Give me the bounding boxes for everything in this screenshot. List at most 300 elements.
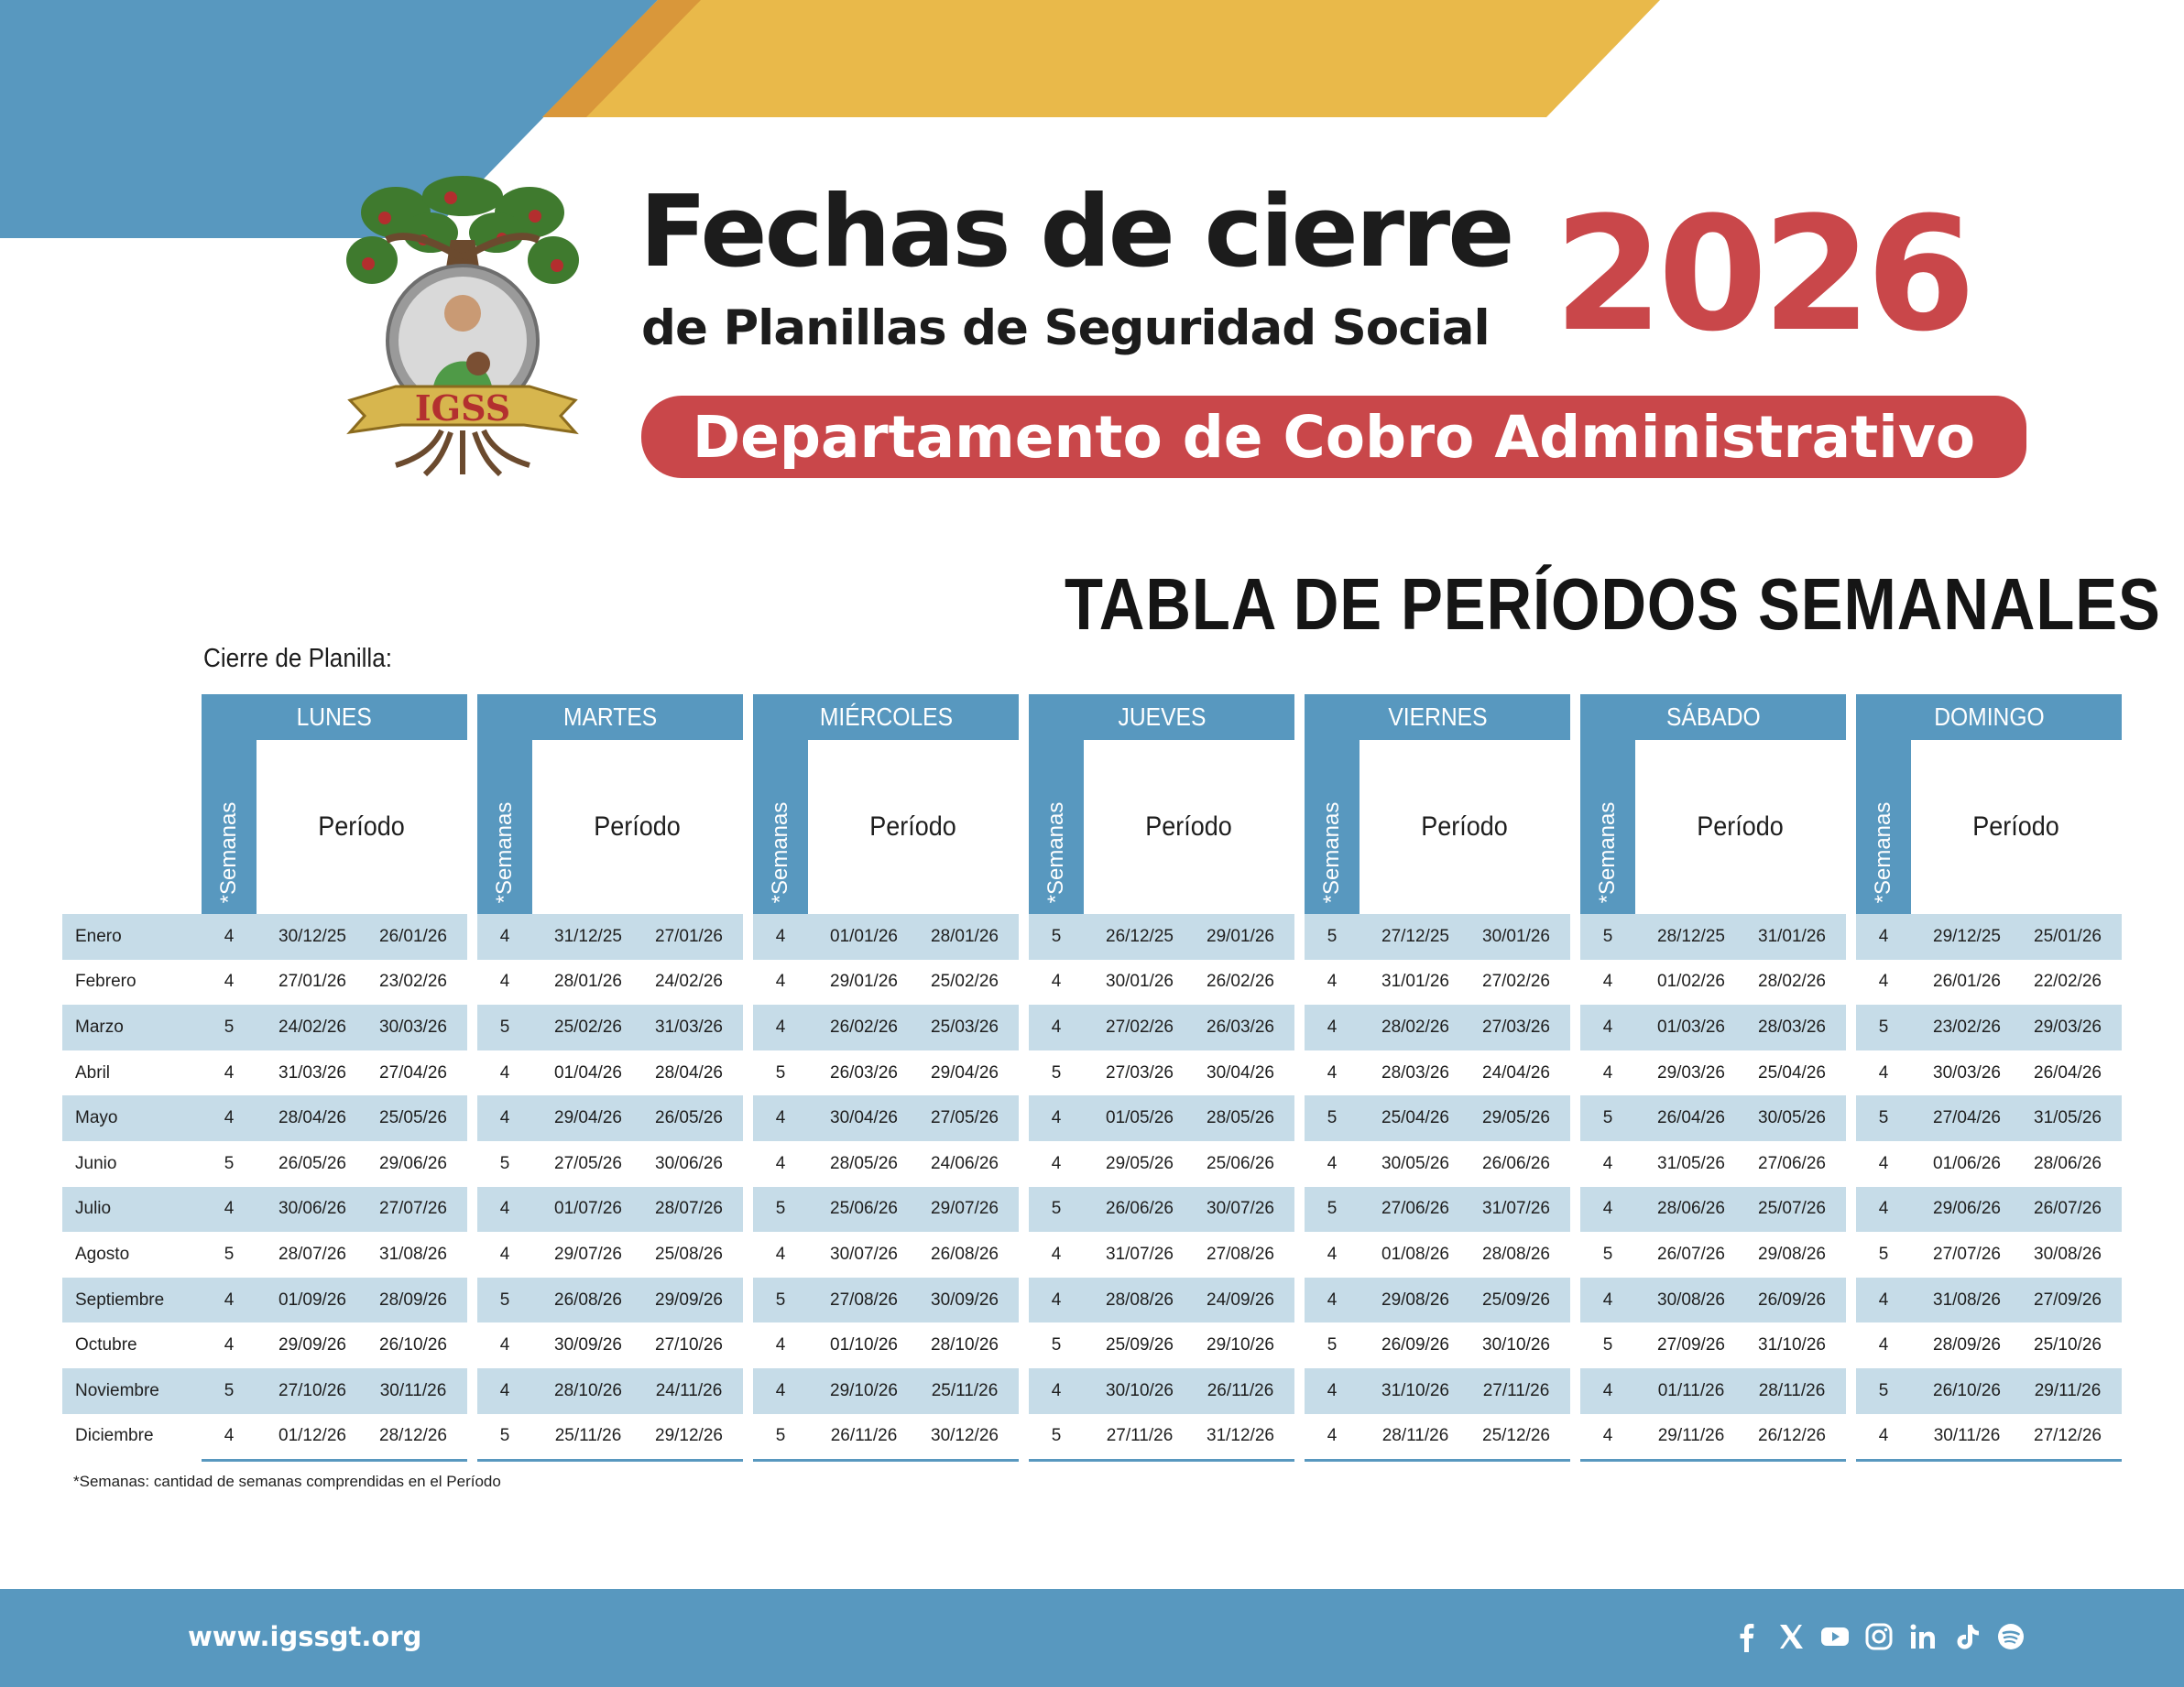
social-icons xyxy=(1731,1621,2026,1652)
start-date-cell: 01/04/26 xyxy=(554,1062,622,1083)
periodo-header xyxy=(1084,740,1294,914)
semanas-label: *Semanas xyxy=(768,801,792,904)
weeks-cell: 4 xyxy=(1051,1153,1062,1173)
semanas-label: *Semanas xyxy=(1595,801,1620,904)
end-date-cell: 30/09/26 xyxy=(931,1290,999,1310)
weeks-cell: 4 xyxy=(1878,972,1889,992)
weeks-cell: 4 xyxy=(1327,1426,1338,1446)
table-bottom-rule xyxy=(1856,1459,2122,1462)
table-row xyxy=(1856,1005,2122,1050)
start-date-cell: 31/12/25 xyxy=(554,926,622,946)
end-date-cell: 29/12/26 xyxy=(655,1426,723,1446)
start-date-cell: 26/01/26 xyxy=(1933,972,2001,992)
start-date-cell: 27/07/26 xyxy=(1933,1244,2001,1264)
end-date-cell: 26/05/26 xyxy=(655,1108,723,1128)
weeks-cell: 4 xyxy=(1878,1199,1889,1219)
end-date-cell: 29/11/26 xyxy=(2034,1380,2102,1400)
table-row xyxy=(1029,1005,1294,1050)
end-date-cell: 26/11/26 xyxy=(1207,1380,1274,1400)
page-subtitle: de Planillas de Seguridad Social xyxy=(641,300,1490,356)
table-bottom-rule xyxy=(1580,1459,1846,1462)
weeks-cell: 4 xyxy=(1051,1108,1062,1128)
table-row xyxy=(202,1095,467,1141)
periodo-label: Período xyxy=(594,811,682,842)
weeks-cell: 5 xyxy=(1051,1062,1062,1083)
table-bottom-rule xyxy=(1029,1459,1294,1462)
table-row xyxy=(202,1005,467,1050)
start-date-cell: 26/08/26 xyxy=(554,1290,622,1310)
start-date-cell: 29/05/26 xyxy=(1106,1153,1174,1173)
weeks-cell: 4 xyxy=(1327,1244,1338,1264)
month-label: Octubre xyxy=(75,1335,137,1355)
table-row xyxy=(477,1414,743,1460)
table-row xyxy=(1856,914,2122,960)
start-date-cell: 01/06/26 xyxy=(1933,1153,2001,1173)
table-row xyxy=(477,1322,743,1368)
table-row xyxy=(1856,1278,2122,1323)
periodo-header xyxy=(808,740,1019,914)
day-name: VIERNES xyxy=(1387,702,1488,731)
table-row xyxy=(1305,1050,1570,1096)
start-date-cell: 26/04/26 xyxy=(1657,1108,1725,1128)
start-date-cell: 29/09/26 xyxy=(278,1335,346,1355)
start-date-cell: 26/10/26 xyxy=(1933,1380,2001,1400)
department-name: Departamento de Cobro Administrativo xyxy=(692,403,1976,471)
table-row xyxy=(1580,1414,1846,1460)
start-date-cell: 28/11/26 xyxy=(1381,1426,1449,1446)
weeks-cell: 5 xyxy=(499,1426,510,1446)
weeks-cell: 4 xyxy=(775,1108,786,1128)
start-date-cell: 01/10/26 xyxy=(830,1335,898,1355)
end-date-cell: 28/02/26 xyxy=(1758,972,1826,992)
weeks-cell: 4 xyxy=(775,1017,786,1037)
end-date-cell: 25/03/26 xyxy=(931,1017,999,1037)
weeks-cell: 4 xyxy=(1602,972,1613,992)
table-row xyxy=(1856,1187,2122,1233)
day-header xyxy=(1029,694,1294,740)
weeks-cell: 4 xyxy=(1602,1153,1613,1173)
end-date-cell: 29/10/26 xyxy=(1207,1335,1274,1355)
weeks-cell: 4 xyxy=(775,1244,786,1264)
weeks-cell: 5 xyxy=(499,1017,510,1037)
start-date-cell: 29/06/26 xyxy=(1933,1199,2001,1219)
day-header xyxy=(477,694,743,740)
start-date-cell: 31/10/26 xyxy=(1381,1380,1449,1400)
day-name: JUEVES xyxy=(1118,702,1206,731)
end-date-cell: 29/07/26 xyxy=(931,1199,999,1219)
start-date-cell: 30/06/26 xyxy=(278,1199,346,1219)
weeks-cell: 4 xyxy=(224,1062,235,1083)
weeks-cell: 4 xyxy=(224,1426,235,1446)
start-date-cell: 01/11/26 xyxy=(1657,1380,1725,1400)
end-date-cell: 26/09/26 xyxy=(1758,1290,1826,1310)
table-row xyxy=(202,960,467,1006)
end-date-cell: 26/12/26 xyxy=(1758,1426,1826,1446)
table-row xyxy=(1305,1095,1570,1141)
start-date-cell: 28/03/26 xyxy=(1381,1062,1449,1083)
instagram-icon[interactable] xyxy=(1863,1621,1895,1652)
table-row xyxy=(753,1322,1019,1368)
end-date-cell: 30/04/26 xyxy=(1207,1062,1274,1083)
table-row xyxy=(753,1187,1019,1233)
month-label: Agosto xyxy=(75,1244,130,1264)
table-row xyxy=(202,1232,467,1278)
table-row xyxy=(753,1095,1019,1141)
table-row xyxy=(753,960,1019,1006)
table-row xyxy=(202,1141,467,1187)
end-date-cell: 26/10/26 xyxy=(379,1335,447,1355)
weeks-cell: 5 xyxy=(775,1199,786,1219)
weeks-cell: 4 xyxy=(1051,972,1062,992)
end-date-cell: 28/05/26 xyxy=(1207,1108,1274,1128)
start-date-cell: 27/06/26 xyxy=(1381,1199,1449,1219)
end-date-cell: 30/01/26 xyxy=(1482,926,1550,946)
weeks-cell: 4 xyxy=(224,1290,235,1310)
end-date-cell: 26/07/26 xyxy=(2034,1199,2102,1219)
start-date-cell: 27/04/26 xyxy=(1933,1108,2001,1128)
start-date-cell: 27/11/26 xyxy=(1106,1426,1174,1446)
weeks-cell: 5 xyxy=(224,1244,235,1264)
start-date-cell: 24/02/26 xyxy=(278,1017,346,1037)
end-date-cell: 25/09/26 xyxy=(1482,1290,1550,1310)
end-date-cell: 29/01/26 xyxy=(1207,926,1274,946)
weeks-cell: 4 xyxy=(1327,1017,1338,1037)
month-label: Marzo xyxy=(62,1005,202,1050)
end-date-cell: 31/12/26 xyxy=(1207,1426,1274,1446)
table-row xyxy=(1856,1050,2122,1096)
start-date-cell: 25/06/26 xyxy=(830,1199,898,1219)
semanas-label: *Semanas xyxy=(492,801,517,904)
end-date-cell: 25/02/26 xyxy=(931,972,999,992)
weeks-cell: 4 xyxy=(1051,1244,1062,1264)
day-block xyxy=(477,694,743,1462)
month-label: Septiembre xyxy=(62,1278,202,1323)
table-row xyxy=(1580,914,1846,960)
weeks-cell: 5 xyxy=(1327,1199,1338,1219)
igss-logo xyxy=(341,176,584,478)
table-row xyxy=(1580,1095,1846,1141)
end-date-cell: 28/06/26 xyxy=(2034,1153,2102,1173)
start-date-cell: 30/03/26 xyxy=(1933,1062,2001,1083)
start-date-cell: 01/09/26 xyxy=(278,1290,346,1310)
weeks-cell: 4 xyxy=(1602,1199,1613,1219)
table-row xyxy=(1305,914,1570,960)
day-header xyxy=(1305,694,1570,740)
start-date-cell: 29/04/26 xyxy=(554,1108,622,1128)
end-date-cell: 31/03/26 xyxy=(655,1017,723,1037)
linkedin-icon[interactable] xyxy=(1907,1621,1938,1652)
periodo-label: Período xyxy=(1972,811,2060,842)
weeks-cell: 5 xyxy=(1051,1426,1062,1446)
start-date-cell: 31/08/26 xyxy=(1933,1290,2001,1310)
start-date-cell: 30/05/26 xyxy=(1381,1153,1449,1173)
start-date-cell: 29/01/26 xyxy=(830,972,898,992)
table-row xyxy=(1856,1322,2122,1368)
day-block xyxy=(1029,694,1294,1462)
table-row xyxy=(1029,1368,1294,1414)
month-label: Mayo xyxy=(62,1095,202,1141)
table-row xyxy=(477,1005,743,1050)
weeks-cell: 5 xyxy=(1051,1199,1062,1219)
end-date-cell: 30/08/26 xyxy=(2034,1244,2102,1264)
day-name: DOMINGO xyxy=(1933,702,2045,731)
table-row xyxy=(1305,1414,1570,1460)
table-row xyxy=(1029,1232,1294,1278)
website-link[interactable]: www.igssgt.org xyxy=(188,1621,422,1652)
table-row xyxy=(753,1232,1019,1278)
weeks-cell: 5 xyxy=(775,1426,786,1446)
table-row xyxy=(477,1278,743,1323)
table-bottom-rule xyxy=(753,1459,1019,1462)
day-name: MARTES xyxy=(562,702,658,731)
end-date-cell: 26/06/26 xyxy=(1482,1153,1550,1173)
start-date-cell: 26/12/25 xyxy=(1106,926,1174,946)
end-date-cell: 27/11/26 xyxy=(1482,1380,1550,1400)
weeks-cell: 5 xyxy=(224,1153,235,1173)
periodo-label: Período xyxy=(1145,811,1233,842)
start-date-cell: 30/08/26 xyxy=(1657,1290,1725,1310)
day-header xyxy=(202,694,467,740)
weeks-cell: 5 xyxy=(499,1153,510,1173)
spotify-icon[interactable] xyxy=(1995,1621,2026,1652)
year-label: 2026 xyxy=(1554,182,1971,366)
start-date-cell: 30/07/26 xyxy=(830,1244,898,1264)
column-subheader xyxy=(477,740,743,914)
weeks-cell: 5 xyxy=(1327,1108,1338,1128)
weeks-cell: 4 xyxy=(1602,1017,1613,1037)
end-date-cell: 27/05/26 xyxy=(931,1108,999,1128)
start-date-cell: 26/07/26 xyxy=(1657,1244,1725,1264)
start-date-cell: 27/09/26 xyxy=(1657,1335,1725,1355)
table-row xyxy=(1029,914,1294,960)
end-date-cell: 31/08/26 xyxy=(379,1244,447,1264)
weeks-cell: 4 xyxy=(1878,1062,1889,1083)
start-date-cell: 25/09/26 xyxy=(1106,1335,1174,1355)
table-row xyxy=(1029,1050,1294,1096)
weeks-cell: 5 xyxy=(1878,1108,1889,1128)
start-date-cell: 27/08/26 xyxy=(830,1290,898,1310)
weeks-cell: 5 xyxy=(1051,1335,1062,1355)
start-date-cell: 30/01/26 xyxy=(1106,972,1174,992)
weeks-cell: 4 xyxy=(224,1199,235,1219)
weeks-cell: 5 xyxy=(1878,1244,1889,1264)
youtube-icon[interactable] xyxy=(1819,1621,1851,1652)
start-date-cell: 01/12/26 xyxy=(278,1426,346,1446)
start-date-cell: 28/02/26 xyxy=(1381,1017,1449,1037)
end-date-cell: 22/02/26 xyxy=(2034,972,2102,992)
weeks-cell: 4 xyxy=(1878,1426,1889,1446)
end-date-cell: 24/09/26 xyxy=(1207,1290,1274,1310)
table-row xyxy=(1580,1322,1846,1368)
end-date-cell: 23/02/26 xyxy=(379,972,447,992)
table-row xyxy=(1580,1232,1846,1278)
semanas-header xyxy=(1029,740,1084,914)
periodo-label: Período xyxy=(869,811,957,842)
weeks-cell: 5 xyxy=(775,1062,786,1083)
weeks-cell: 4 xyxy=(499,972,510,992)
start-date-cell: 29/11/26 xyxy=(1657,1426,1725,1446)
svg-text:IGSS: IGSS xyxy=(414,387,511,429)
table-row xyxy=(753,1050,1019,1096)
month-label: Julio xyxy=(62,1187,202,1233)
table-bottom-rule xyxy=(202,1459,467,1462)
end-date-cell: 27/06/26 xyxy=(1758,1153,1826,1173)
end-date-cell: 30/07/26 xyxy=(1207,1199,1274,1219)
end-date-cell: 28/04/26 xyxy=(655,1062,723,1083)
table-row xyxy=(1856,1368,2122,1414)
end-date-cell: 27/04/26 xyxy=(379,1062,447,1083)
weeks-cell: 4 xyxy=(1602,1426,1613,1446)
x-icon[interactable] xyxy=(1775,1621,1807,1652)
day-header xyxy=(1580,694,1846,740)
end-date-cell: 28/10/26 xyxy=(931,1335,999,1355)
weeks-cell: 4 xyxy=(1051,1290,1062,1310)
table-row xyxy=(202,1414,467,1460)
end-date-cell: 24/02/26 xyxy=(655,972,723,992)
end-date-cell: 26/03/26 xyxy=(1207,1017,1274,1037)
day-block xyxy=(1305,694,1570,1462)
weeks-cell: 4 xyxy=(224,972,235,992)
start-date-cell: 01/05/26 xyxy=(1106,1108,1174,1128)
table-row xyxy=(477,1050,743,1096)
table-title: TABLA DE PERÍODOS SEMANALES xyxy=(1065,563,2161,645)
start-date-cell: 25/02/26 xyxy=(554,1017,622,1037)
start-date-cell: 25/04/26 xyxy=(1381,1108,1449,1128)
weeks-cell: 5 xyxy=(1327,1335,1338,1355)
table-row xyxy=(1029,960,1294,1006)
weeks-cell: 5 xyxy=(1878,1380,1889,1400)
table-row xyxy=(753,1368,1019,1414)
start-date-cell: 27/12/25 xyxy=(1381,926,1449,946)
table-row xyxy=(753,1005,1019,1050)
start-date-cell: 31/05/26 xyxy=(1657,1153,1725,1173)
end-date-cell: 27/09/26 xyxy=(2034,1290,2102,1310)
column-subheader xyxy=(1580,740,1846,914)
start-date-cell: 28/04/26 xyxy=(278,1108,346,1128)
end-date-cell: 28/12/26 xyxy=(379,1426,447,1446)
end-date-cell: 28/01/26 xyxy=(931,926,999,946)
periodo-header xyxy=(532,740,743,914)
table-row xyxy=(1856,1095,2122,1141)
end-date-cell: 29/03/26 xyxy=(2034,1017,2102,1037)
weeks-cell: 4 xyxy=(775,1153,786,1173)
weeks-cell: 4 xyxy=(499,1335,510,1355)
start-date-cell: 28/09/26 xyxy=(1933,1335,2001,1355)
semanas-header xyxy=(1856,740,1911,914)
semanas-header xyxy=(477,740,532,914)
end-date-cell: 26/01/26 xyxy=(379,926,447,946)
semanas-header xyxy=(753,740,808,914)
weeks-cell: 5 xyxy=(1327,926,1338,946)
weeks-cell: 5 xyxy=(499,1290,510,1310)
end-date-cell: 27/07/26 xyxy=(379,1199,447,1219)
end-date-cell: 29/08/26 xyxy=(1758,1244,1826,1264)
start-date-cell: 29/07/26 xyxy=(554,1244,622,1264)
end-date-cell: 25/05/26 xyxy=(379,1108,447,1128)
table-row xyxy=(1580,960,1846,1006)
start-date-cell: 26/09/26 xyxy=(1381,1335,1449,1355)
table-row xyxy=(1029,1414,1294,1460)
start-date-cell: 28/06/26 xyxy=(1657,1199,1725,1219)
column-subheader xyxy=(1305,740,1570,914)
end-date-cell: 28/08/26 xyxy=(1482,1244,1550,1264)
table-row xyxy=(202,1368,467,1414)
table-row xyxy=(753,1414,1019,1460)
table-row xyxy=(1305,1141,1570,1187)
facebook-icon[interactable] xyxy=(1731,1621,1763,1652)
table-row xyxy=(753,1278,1019,1323)
weeks-cell: 5 xyxy=(224,1017,235,1037)
start-date-cell: 28/08/26 xyxy=(1106,1290,1174,1310)
end-date-cell: 31/07/26 xyxy=(1482,1199,1550,1219)
table-row xyxy=(1856,1232,2122,1278)
start-date-cell: 31/03/26 xyxy=(278,1062,346,1083)
semanas-label: *Semanas xyxy=(216,801,241,904)
end-date-cell: 26/08/26 xyxy=(931,1244,999,1264)
month-label: Noviembre xyxy=(62,1368,202,1414)
table-row xyxy=(1305,1322,1570,1368)
end-date-cell: 29/06/26 xyxy=(379,1153,447,1173)
end-date-cell: 28/07/26 xyxy=(655,1199,723,1219)
weeks-cell: 4 xyxy=(1051,1380,1062,1400)
table-row xyxy=(477,1095,743,1141)
end-date-cell: 30/05/26 xyxy=(1758,1108,1826,1128)
end-date-cell: 31/05/26 xyxy=(2034,1108,2102,1128)
weeks-cell: 4 xyxy=(1878,926,1889,946)
table-row xyxy=(1305,960,1570,1006)
table-row xyxy=(1580,1368,1846,1414)
table-row xyxy=(202,1050,467,1096)
start-date-cell: 30/09/26 xyxy=(554,1335,622,1355)
table-row xyxy=(1029,1322,1294,1368)
day-name: SÁBADO xyxy=(1665,702,1761,731)
periodo-header xyxy=(1911,740,2122,914)
weeks-cell: 4 xyxy=(1327,1290,1338,1310)
end-date-cell: 25/08/26 xyxy=(655,1244,723,1264)
weeks-cell: 5 xyxy=(1878,1017,1889,1037)
semanas-label: *Semanas xyxy=(1871,801,1895,904)
table-row xyxy=(477,1232,743,1278)
weeks-cell: 4 xyxy=(1327,1380,1338,1400)
start-date-cell: 30/12/25 xyxy=(278,926,346,946)
weeks-cell: 4 xyxy=(1602,1380,1613,1400)
start-date-cell: 28/01/26 xyxy=(554,972,622,992)
weeks-cell: 4 xyxy=(224,926,235,946)
table-row xyxy=(477,960,743,1006)
day-block xyxy=(202,694,467,1462)
table-row xyxy=(1305,1005,1570,1050)
tiktok-icon[interactable] xyxy=(1951,1621,1982,1652)
periodo-header xyxy=(257,740,467,914)
table-row xyxy=(1029,1187,1294,1233)
start-date-cell: 27/05/26 xyxy=(554,1153,622,1173)
end-date-cell: 28/09/26 xyxy=(379,1290,447,1310)
end-date-cell: 29/09/26 xyxy=(655,1290,723,1310)
start-date-cell: 26/11/26 xyxy=(830,1426,898,1446)
end-date-cell: 25/07/26 xyxy=(1758,1199,1826,1219)
day-block xyxy=(1580,694,1846,1462)
periodo-header xyxy=(1360,740,1570,914)
end-date-cell: 27/08/26 xyxy=(1207,1244,1274,1264)
table-row xyxy=(753,914,1019,960)
table-row xyxy=(477,1368,743,1414)
start-date-cell: 01/08/26 xyxy=(1381,1244,1449,1264)
day-name: LUNES xyxy=(296,702,373,731)
start-date-cell: 27/03/26 xyxy=(1106,1062,1174,1083)
start-date-cell: 26/03/26 xyxy=(830,1062,898,1083)
weeks-cell: 4 xyxy=(1878,1335,1889,1355)
periodo-label: Período xyxy=(1421,811,1509,842)
